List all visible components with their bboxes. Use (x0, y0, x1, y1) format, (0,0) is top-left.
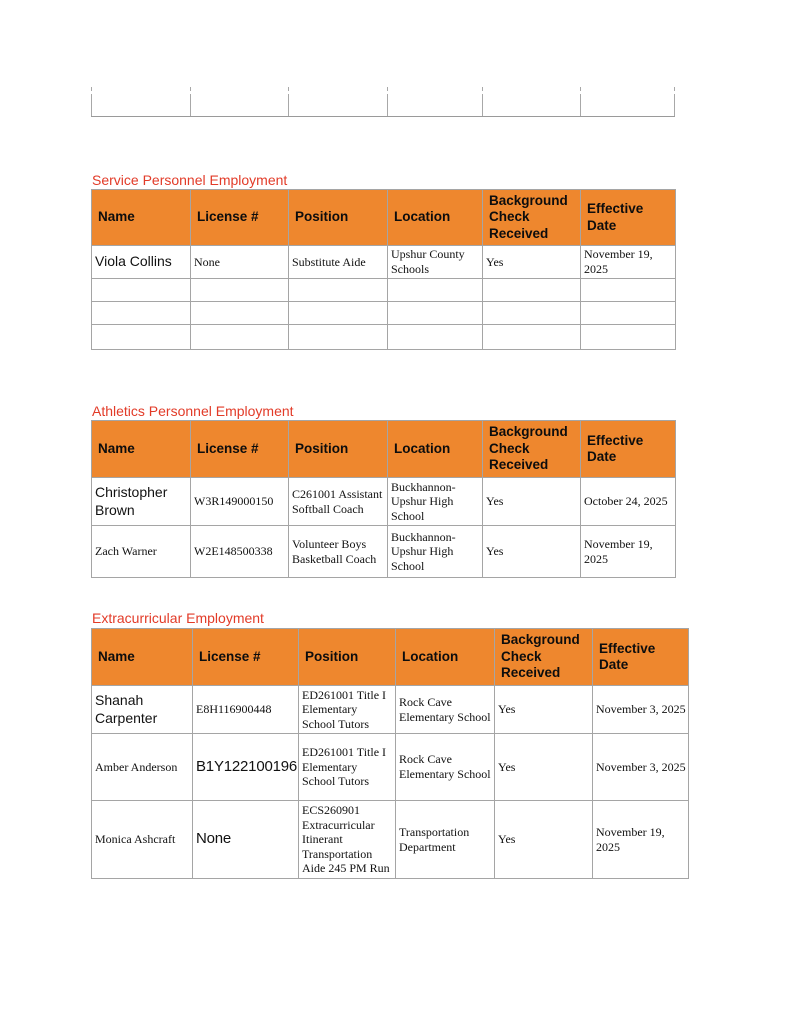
table-cell-empty (581, 324, 676, 349)
table-cell: W3R149000150 (191, 478, 289, 526)
table-cell-empty (288, 94, 387, 116)
table-cell-empty (92, 278, 191, 301)
table-fragment-stub-row (91, 87, 675, 91)
table-cell: November 19, 2025 (581, 246, 676, 278)
column-header: Location (388, 421, 483, 478)
table-cell: Buckhannon-Upshur High School (388, 478, 483, 526)
table-row (92, 734, 689, 801)
table-service-personnel (91, 189, 676, 350)
table-cell: C261001 Assistant Softball Coach (289, 478, 388, 526)
table-cell-empty (388, 324, 483, 349)
table-row (92, 301, 676, 324)
table-cell-empty (482, 94, 580, 116)
section-title-service-personnel: Service Personnel Employment (92, 172, 288, 188)
continued-table-fragment (91, 87, 675, 117)
table-cell-empty (288, 87, 387, 91)
table-cell: E8H116900448 (193, 686, 299, 734)
table-cell: Viola Collins (92, 246, 191, 278)
header-row (92, 190, 676, 246)
column-header: Location (388, 190, 483, 246)
table-row (92, 278, 676, 301)
table-cell: W2E148500338 (191, 526, 289, 578)
table-row (92, 526, 676, 578)
table-cell-empty (482, 87, 580, 91)
table-cell: Monica Ashcraft (92, 801, 193, 879)
table-cell: October 24, 2025 (581, 478, 676, 526)
column-header: Position (299, 629, 396, 686)
table-cell: B1Y122100196 (193, 734, 299, 801)
table-cell: Yes (483, 246, 581, 278)
table-cell: Yes (495, 734, 593, 801)
table-cell-empty (581, 278, 676, 301)
table-cell-empty (191, 278, 289, 301)
table-cell: ECS260901 Extracurricular Itinerant Transportation Aide 245 PM Run (299, 801, 396, 879)
table-row (92, 801, 689, 879)
table-cell: Transportation Department (396, 801, 495, 879)
table-fragment-empty-row (91, 94, 675, 117)
table-cell-empty (190, 87, 288, 91)
table-cell: Yes (483, 478, 581, 526)
table-cell-empty (289, 301, 388, 324)
table-cell-empty (91, 94, 190, 116)
table-cell: Shanah Carpenter (92, 686, 193, 734)
table-cell: November 3, 2025 (593, 734, 689, 801)
table-cell-empty (92, 301, 191, 324)
table-cell: November 3, 2025 (593, 686, 689, 734)
section-title-athletics-personnel: Athletics Personnel Employment (92, 403, 294, 419)
column-header: Position (289, 421, 388, 478)
column-header: License # (191, 190, 289, 246)
column-header: Location (396, 629, 495, 686)
column-header: Effective Date (581, 421, 676, 478)
table-cell: November 19, 2025 (593, 801, 689, 879)
table-cell: Yes (483, 526, 581, 578)
table-cell: ED261001 Title I Elementary School Tutors (299, 734, 396, 801)
column-header: License # (193, 629, 299, 686)
header-row (92, 629, 689, 686)
table-cell-empty (483, 324, 581, 349)
table-cell-empty (581, 301, 676, 324)
column-header: Position (289, 190, 388, 246)
table-cell-empty (388, 301, 483, 324)
table-extracurricular (91, 628, 689, 879)
table-cell-empty (387, 94, 482, 116)
column-header: Effective Date (593, 629, 689, 686)
table-cell-empty (190, 94, 288, 116)
table-cell-empty (191, 301, 289, 324)
column-header: Background Check Received (495, 629, 593, 686)
column-header: Background Check Received (483, 190, 581, 246)
table-row (92, 478, 676, 526)
column-header: Effective Date (581, 190, 676, 246)
table-cell-empty (91, 87, 190, 91)
table-cell: November 19, 2025 (581, 526, 676, 578)
table-cell: ED261001 Title I Elementary School Tutors (299, 686, 396, 734)
table-cell-empty (289, 278, 388, 301)
table-cell-empty (580, 87, 675, 91)
table-cell: Yes (495, 801, 593, 879)
table-cell: Rock Cave Elementary School (396, 686, 495, 734)
table-cell: Buckhannon-Upshur High School (388, 526, 483, 578)
table-cell: Amber Anderson (92, 734, 193, 801)
table-cell-empty (580, 94, 675, 116)
table-cell: None (193, 801, 299, 879)
table-cell-empty (483, 301, 581, 324)
column-header: Name (92, 421, 191, 478)
table-cell: Zach Warner (92, 526, 191, 578)
table-cell-empty (387, 87, 482, 91)
column-header: Name (92, 629, 193, 686)
column-header: Name (92, 190, 191, 246)
table-row (92, 686, 689, 734)
section-title-extracurricular: Extracurricular Employment (92, 610, 264, 626)
table-cell: Volunteer Boys Basketball Coach (289, 526, 388, 578)
table-cell-empty (388, 278, 483, 301)
header-row (92, 421, 676, 478)
table-cell: Yes (495, 686, 593, 734)
table-cell: Christopher Brown (92, 478, 191, 526)
table-cell-empty (289, 324, 388, 349)
table-cell-empty (191, 324, 289, 349)
column-header: License # (191, 421, 289, 478)
table-athletics-personnel (91, 420, 676, 578)
table-cell: Substitute Aide (289, 246, 388, 278)
table-row (92, 246, 676, 278)
table-row (92, 324, 676, 349)
table-cell-empty (92, 324, 191, 349)
column-header: Background Check Received (483, 421, 581, 478)
table-cell-empty (483, 278, 581, 301)
table-cell: Rock Cave Elementary School (396, 734, 495, 801)
table-cell: None (191, 246, 289, 278)
table-cell: Upshur County Schools (388, 246, 483, 278)
